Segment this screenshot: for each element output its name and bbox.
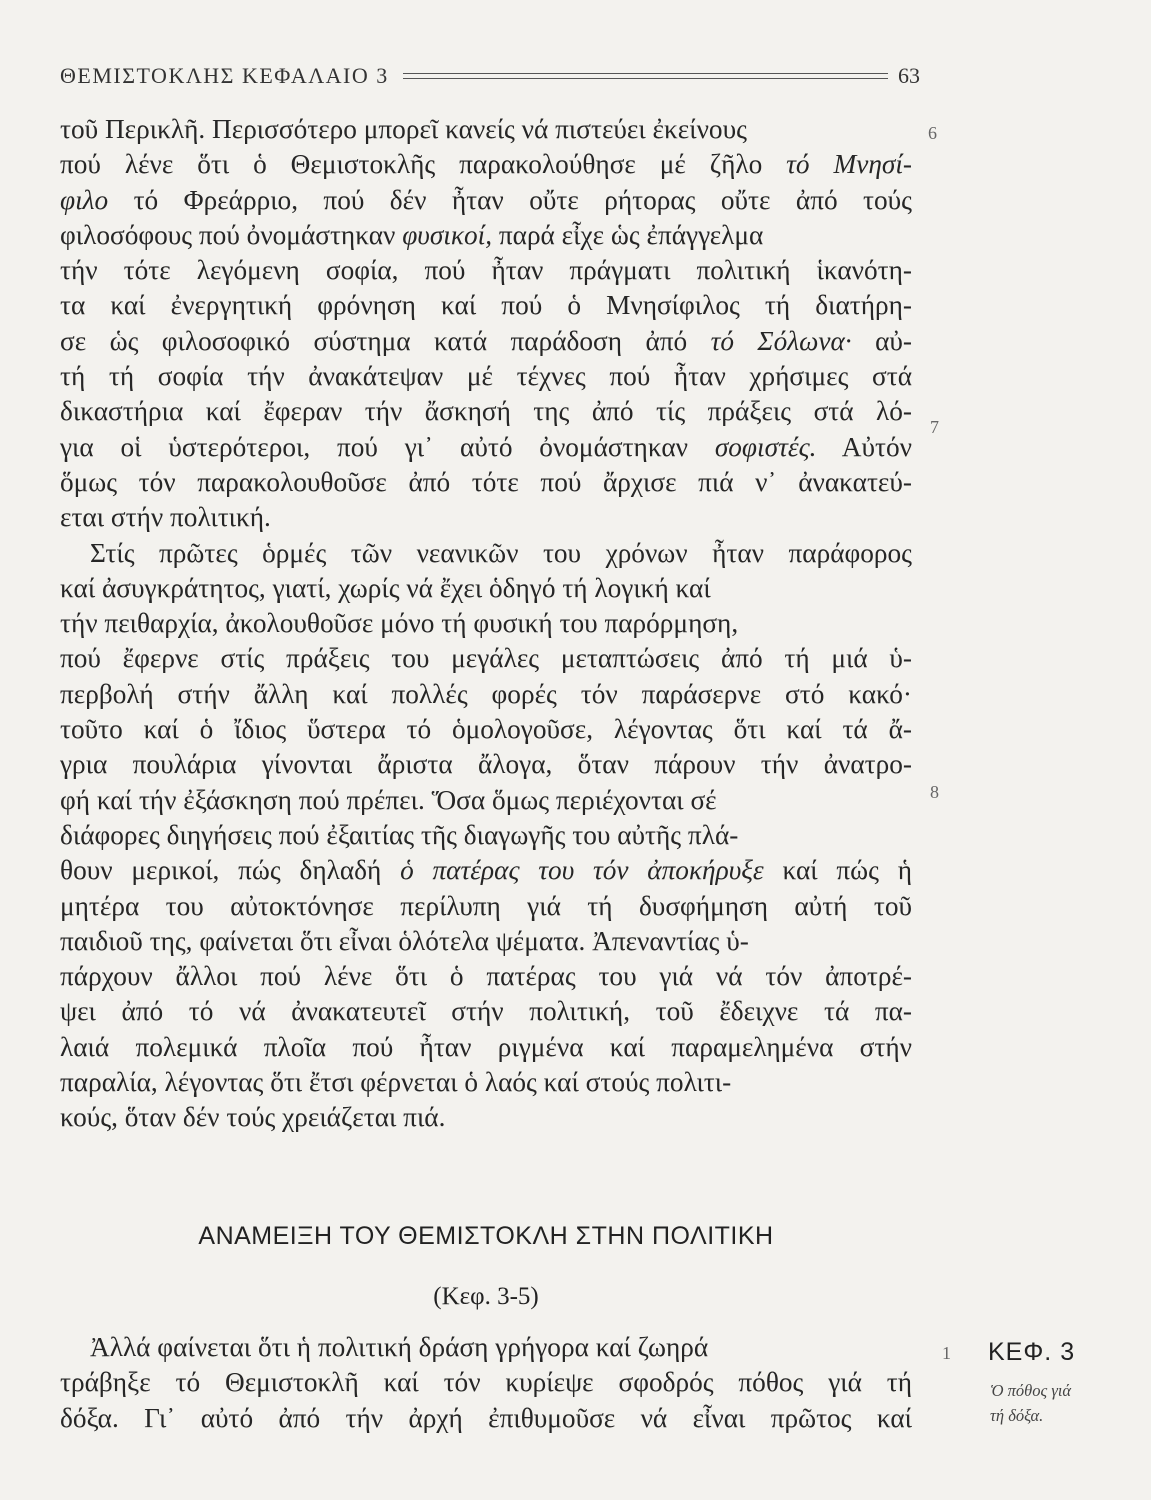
text-line: πού ἔφερνε στίς πράξεις του μεγάλες μεταπτώσεις ἀπό τή μιά ὑ- <box>60 643 912 674</box>
text-line: κούς, ὅταν δέν τούς χρειάζεται πιά. <box>60 1102 446 1133</box>
text-line: μητέρα του αὐτοκτόνησε περίλυπη γιά τή δυσφήμηση αὐτή τοῦ <box>60 890 912 921</box>
header-rule <box>403 73 888 79</box>
text-line: για οἱ ὑστερότεροι, πού γι᾿ αὐτό ὀνομάστηκαν σοφιστές. Αὐτόν <box>60 431 913 462</box>
text-line: δικαστήρια καί ἔφεραν τήν ἄσκησή της ἀπό τίς πράξεις στά λό- <box>60 396 912 427</box>
text-line: σε ὡς φιλοσοφικό σύστημα κατά παράδοση ἀπό τό Σόλωνα· αὐ- <box>60 325 912 356</box>
text-line: ψει ἀπό τό νά ἀνακατευτεῖ στήν πολιτική, τοῦ ἔδειχνε τά πα- <box>60 996 912 1027</box>
side-note <box>990 1378 1130 1428</box>
running-head <box>60 58 920 94</box>
text-line: λαιά πολεμικά πλοῖα πού ἦταν ριγμένα καί παραμελημένα στήν <box>60 1031 912 1062</box>
text-line: πάρχουν ἄλλοι πού λένε ὅτι ὁ πατέρας του γιά νά τόν ἀποτρέ- <box>60 961 912 992</box>
text-line: φιλοσόφους πού ὀνομάστηκαν φυσικοί, παρά εἶχε ὡς ἐπάγγελμα <box>60 219 764 250</box>
text-line: Στίς πρῶτες ὁρμές τῶν νεανικῶν του χρόνων ἦταν παράφορος <box>90 537 912 568</box>
text-line: τήν τότε λεγόμενη σοφία, πού ἦταν πράγματι πολιτική ἱκανότη- <box>60 255 912 286</box>
text-line: παραλία, λέγοντας ὅτι ἔτσι φέρνεται ὁ λαός καί στούς πολιτι- <box>60 1067 732 1098</box>
text-line: δόξα. Γι᾿ αὐτό ἀπό τήν ἀρχή ἐπιθυμοῦσε νά εἶναι πρῶτος καί <box>60 1402 912 1433</box>
text-line: φιλο τό Φρεάρριο, πού δέν ἦταν οὔτε ρήτορας οὔτε ἀπό τούς <box>60 184 912 215</box>
text-line: γρια πουλάρια γίνονται ἄριστα ἄλογα, ὅταν πάρουν τήν ἀνατρο- <box>60 749 912 780</box>
text-line: καί ἀσυγκράτητος, γιατί, χωρίς νά ἔχει ὁδηγό τή λογική καί <box>60 572 711 603</box>
emphasis-term: σοφιστές. <box>714 431 817 462</box>
emphasis-phrase: ὁ πατέρας του τόν ἀποκήρυξε <box>400 855 764 886</box>
paragraph-1 <box>60 112 912 536</box>
side-note-line: Ὁ πόθος γιά <box>990 1381 1072 1400</box>
page-number: 63 <box>898 63 920 88</box>
text-line: πού λένε ὅτι ὁ Θεμιστοκλῆς παρακολούθησε μέ ζῆλο τό Μνησί- <box>60 149 912 180</box>
emphasis-name: τό Μνησί- <box>786 149 912 180</box>
side-note-line: τή δόξα. <box>990 1406 1044 1425</box>
text-line: παιδιοῦ της, φαίνεται ὅτι εἶναι ὁλότελα ψέματα. Ἀπεναντίας ὑ- <box>60 925 749 956</box>
body-text-section <box>60 1330 912 1436</box>
text-line: τράβηξε τό Θεμιστοκλῆ καί τόν κυρίεψε σφοδρός πόθος γιά τή <box>60 1367 912 1398</box>
margin-number-7: 7 <box>930 417 939 437</box>
text-line: τα καί ἐνεργητική φρόνηση καί πού ὁ Μνησίφιλος τή διατήρη- <box>60 290 912 321</box>
body-text <box>60 112 912 1136</box>
side-chapter-heading: ΚΕΦ. 3 <box>988 1338 1076 1366</box>
text-line: τή τή σοφία τήν ἀνακάτεψαν μέ τέχνες πού ἦταν χρήσιμες στά <box>60 361 912 392</box>
text-line: τήν πειθαρχία, ἀκολουθοῦσε μόνο τή φυσική του παρόρμηση, <box>60 608 739 639</box>
text-line: τοῦτο καί ὁ ἴδιος ὕστερα τό ὁμολογοῦσε, λέγοντας ὅτι καί τά ἄ- <box>60 714 912 745</box>
text-line: εται στήν πολιτική. <box>60 502 271 533</box>
paragraph-2 <box>60 536 912 1136</box>
text-line: ὅμως τόν παρακολουθοῦσε ἀπό τότε πού ἄρχισε πιά ν᾿ ἀνακατεύ- <box>60 466 912 497</box>
running-title: ΘΕΜΙΣΤΟΚΛΗΣ ΚΕΦΑΛΑΙΟ 3 <box>60 63 389 88</box>
margin-number-1: 1 <box>942 1343 951 1363</box>
section-title: ΑΝΑΜΕΙΞΗ ΤΟΥ ΘΕΜΙΣΤΟΚΛΗ ΣΤΗΝ ΠΟΛΙΤΙΚΗ <box>198 1222 774 1250</box>
margin-number-8: 8 <box>930 782 939 802</box>
text-line: τοῦ Περικλῆ. Περισσότερο μπορεῖ κανείς νά πιστεύει ἐκείνους <box>60 114 747 144</box>
paragraph-3 <box>60 1330 912 1436</box>
text-line: διάφορες διηγήσεις πού ἐξαιτίας τῆς διαγωγῆς του αὐτῆς πλά- <box>60 819 739 850</box>
text-line: φή καί τήν ἐξάσκηση πού πρέπει. Ὅσα ὅμως περιέχονται σέ <box>60 784 717 815</box>
text-line: Ἀλλά φαίνεται ὅτι ἡ πολιτική δράση γρήγορα καί ζωηρά <box>90 1332 709 1362</box>
text-line: θουν μερικοί, πώς δηλαδή ὁ πατέρας του τόν ἀποκήρυξε καί πώς ἡ <box>60 855 912 886</box>
section-subtitle: (Κεφ. 3-5) <box>433 1283 539 1310</box>
emphasis-name: φιλο <box>60 184 109 215</box>
emphasis-name: τό Σόλωνα· <box>710 325 852 356</box>
emphasis-term: φυσικοί, <box>402 219 493 250</box>
margin-number-6: 6 <box>928 123 937 143</box>
text-line: περβολή στήν ἄλλη καί πολλές φορές τόν παράσερνε στό κακό· <box>60 678 912 709</box>
